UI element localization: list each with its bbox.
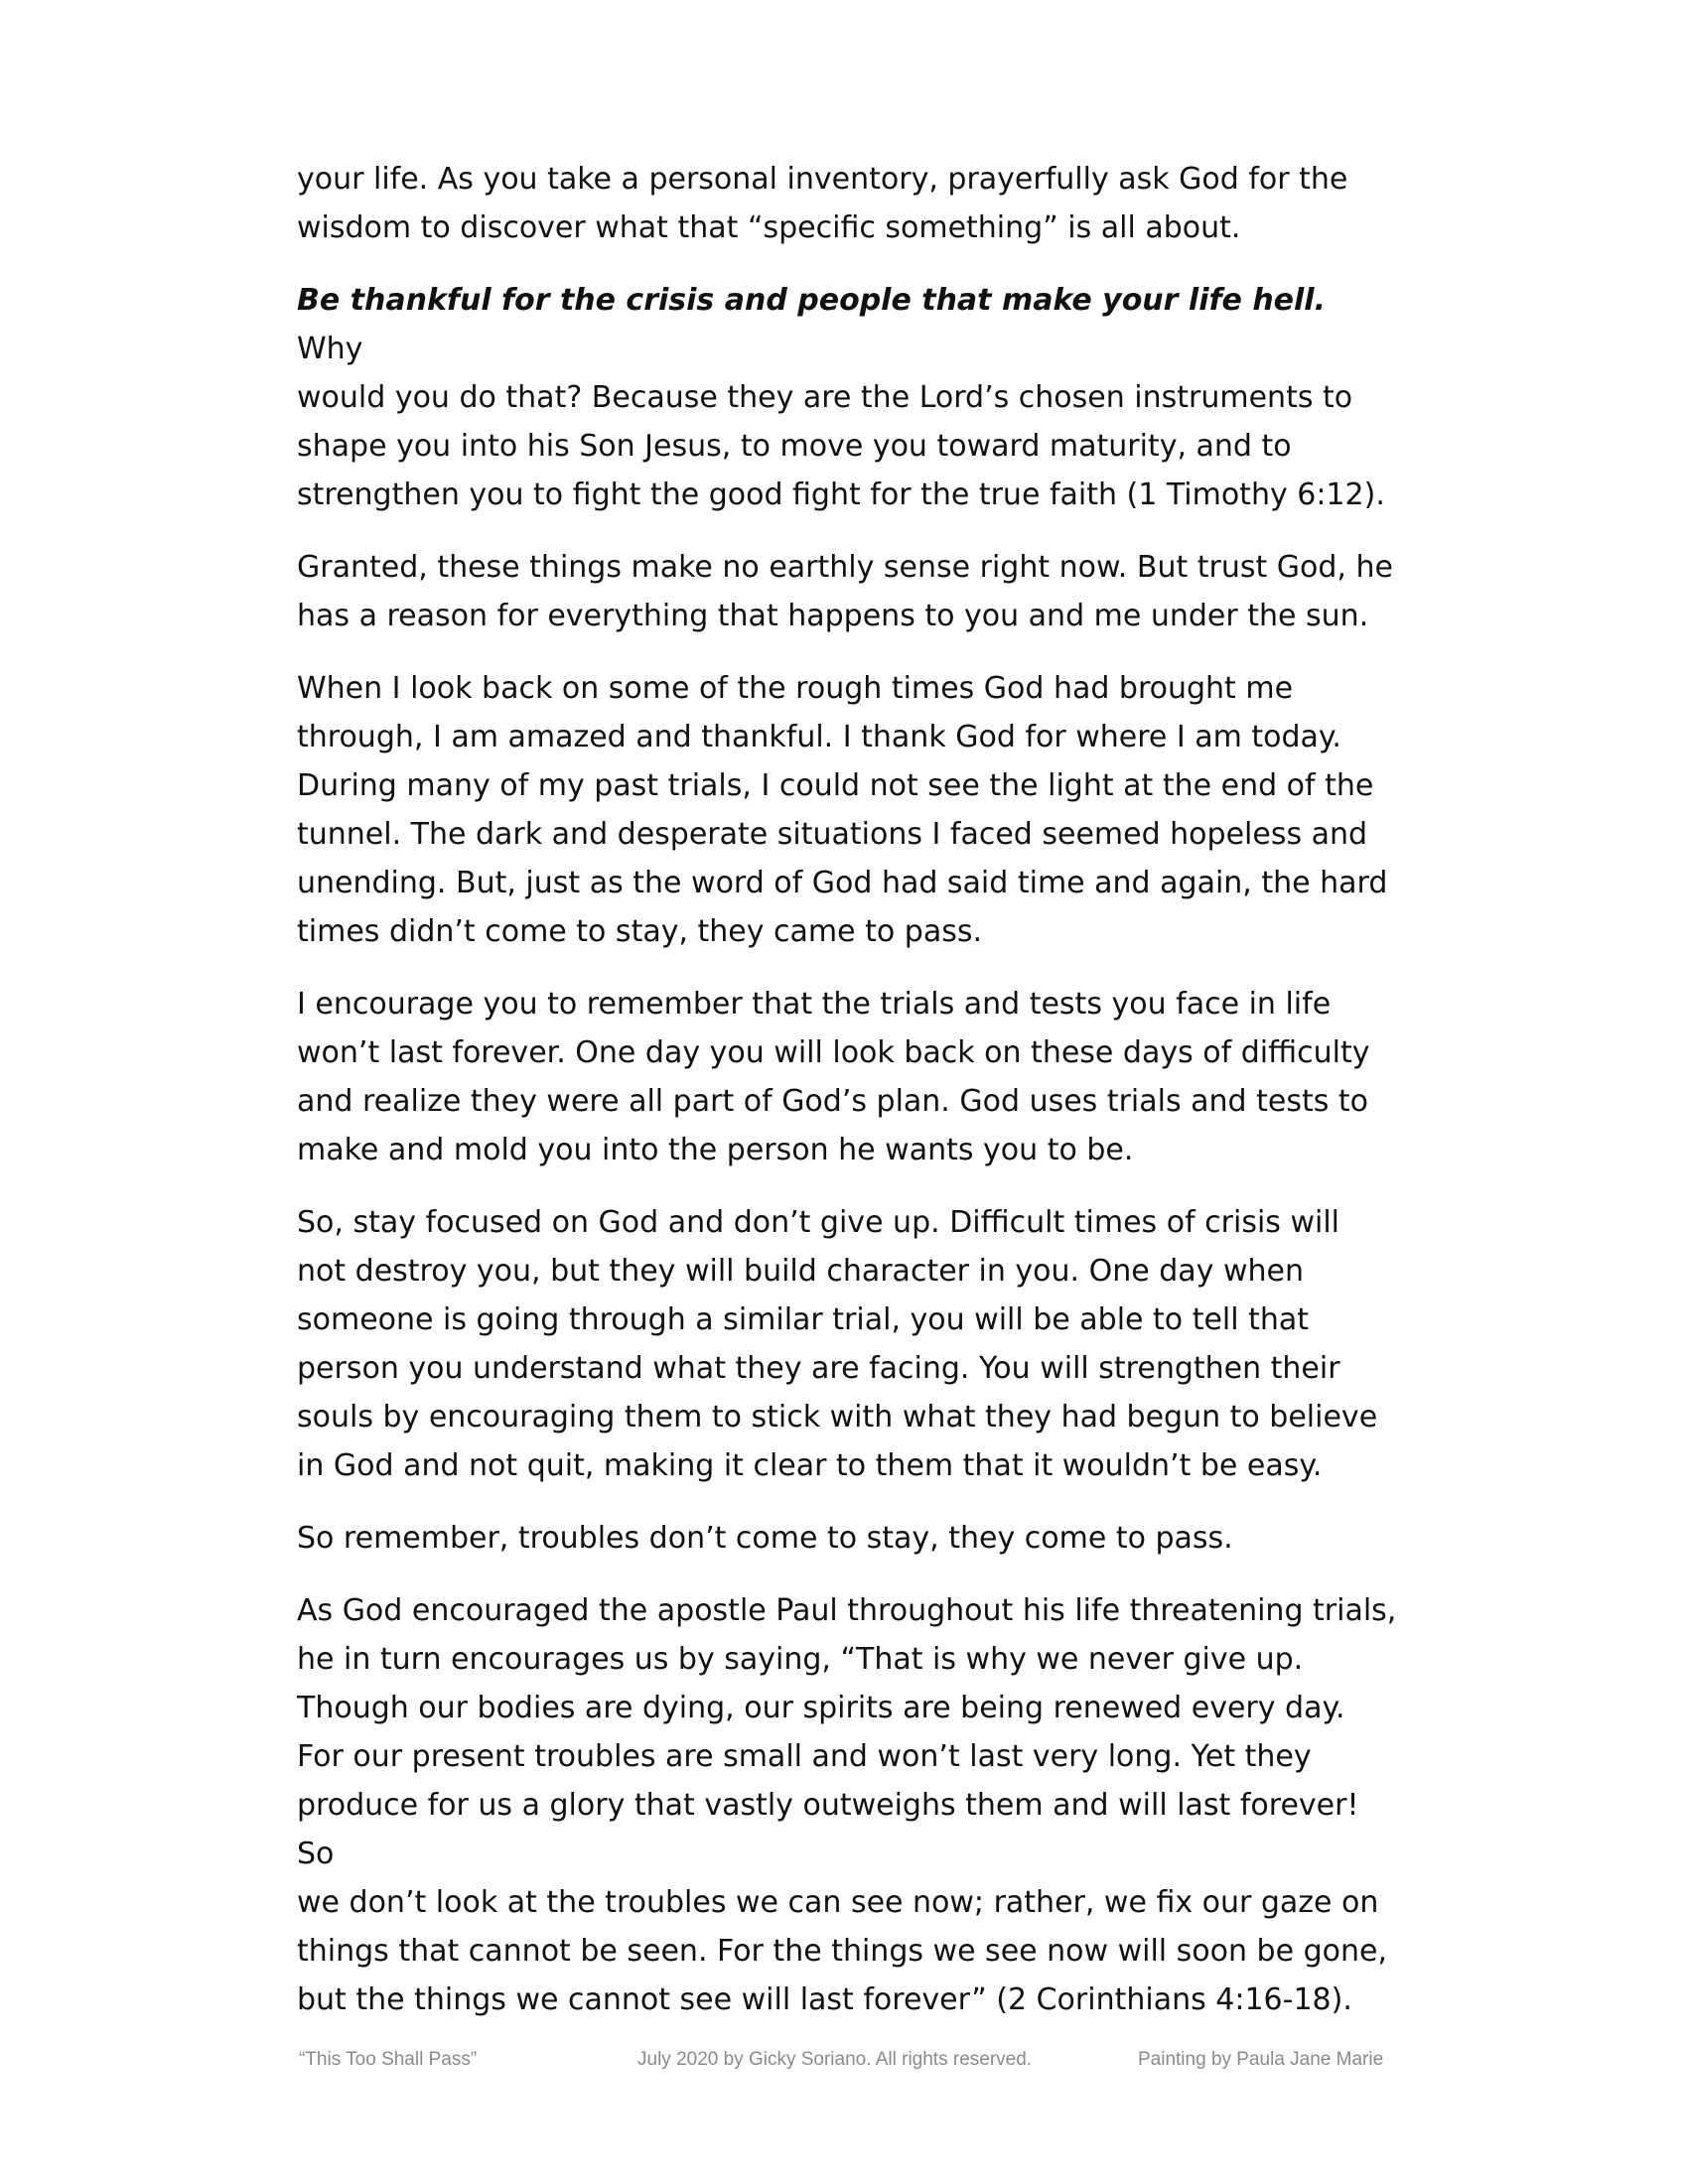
page-footer	[0, 2049, 1688, 2073]
paragraph-lead-emphasis: Be thankful for the crisis and people that make your life hell.	[297, 283, 1326, 318]
paragraph-text: Why would you do that? Because they are the Lord’s chosen instruments to shape you into his Son Jesus, to move you toward maturity, and to strengthen you to fight the good fight for the true faith (1 Timothy 6:12).	[297, 332, 1385, 512]
document-body	[297, 155, 1399, 2048]
paragraph-text: So, stay focused on God and don’t give up. Difficult times of crisis will not destroy you, but they will build character in you. One day when someone is going through a similar trial, you will be able to tell that person you understand what they are facing. You will strengthen their souls by encouraging them to stick with what they had begun to believe in God and not quit, making it clear to them that it wouldn’t be easy.	[297, 1205, 1378, 1483]
paragraph-8	[297, 1586, 1399, 2024]
paragraph-text: As God encouraged the apostle Paul throughout his life threatening trials, he in turn encourages us by saying, “That is why we never give up. Though our bodies are dying, our spirits are being renewed every day. For our present troubles are small and won’t last very long. Yet they produce for us a glory that vastly outweighs them and will last forever! So we don’t look at the troubles we can see now; rather, we fix our gaze on things that cannot be seen. For the things we see now will soon be gone, but the things we cannot see will last forever” (2 Corinthians 4:16-18).	[297, 1593, 1397, 2017]
paragraph-text: So remember, troubles don’t come to stay, they come to pass.	[297, 1521, 1233, 1556]
paragraph-6	[297, 1198, 1399, 1490]
paragraph-2	[297, 276, 1399, 519]
paragraph-text: your life. As you take a personal inventory, prayerfully ask God for the wisdom to discover what that “specific something” is all about.	[297, 162, 1348, 245]
paragraph-5	[297, 980, 1399, 1174]
footer-credit: Painting by Paula Jane Marie	[1138, 2049, 1384, 2070]
footer-copyright: July 2020 by Gicky Soriano. All rights reserved.	[637, 2049, 1033, 2070]
paragraph-4	[297, 664, 1399, 956]
paragraph-text: Granted, these things make no earthly sense right now. But trust God, he has a reason for everything that happens to you and me under the sun.	[297, 550, 1393, 633]
paragraph-text: When I look back on some of the rough times God had brought me through, I am amazed and thankful. I thank God for where I am today. During many of my past trials, I could not see the light at the end of the tunnel. The dark and desperate situations I faced seemed hopeless and unending. But, just as the word of God had said time and again, the hard times didn’t come to stay, they came to pass.	[297, 671, 1388, 949]
paragraph-text: I encourage you to remember that the trials and tests you face in life won’t last forever. One day you will look back on these days of difficulty and realize they were all part of God’s plan. God uses trials and tests to make and mold you into the person he wants you to be.	[297, 987, 1370, 1167]
paragraph-7	[297, 1514, 1399, 1563]
paragraph-1	[297, 155, 1399, 252]
footer-title: “This Too Shall Pass”	[299, 2049, 478, 2070]
paragraph-3	[297, 543, 1399, 640]
